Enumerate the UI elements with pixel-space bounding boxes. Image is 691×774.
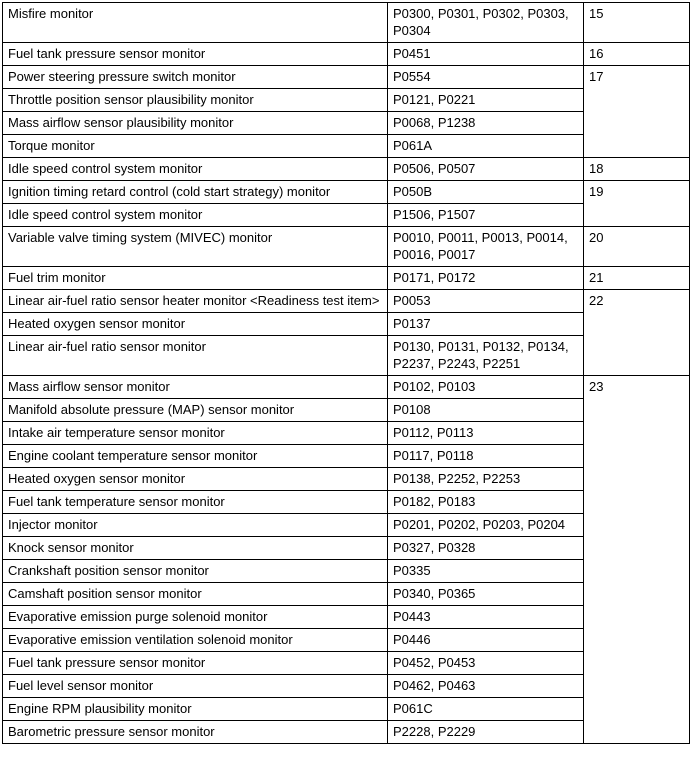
reference-cell: 15 <box>584 3 690 43</box>
dtc-codes-cell: P0335 <box>388 560 584 583</box>
monitor-cell: Evaporative emission ventilation solenoid monitor <box>3 629 388 652</box>
table-row <box>3 3 690 43</box>
monitor-cell: Mass airflow sensor plausibility monitor <box>3 112 388 135</box>
monitor-cell: Fuel tank pressure sensor monitor <box>3 652 388 675</box>
dtc-codes-cell: P1506, P1507 <box>388 204 584 227</box>
monitor-cell: Evaporative emission purge solenoid monitor <box>3 606 388 629</box>
reference-cell: 16 <box>584 43 690 66</box>
monitor-cell: Throttle position sensor plausibility monitor <box>3 89 388 112</box>
table-row <box>3 158 690 181</box>
dtc-codes-cell: P0121, P0221 <box>388 89 584 112</box>
monitor-cell: Power steering pressure switch monitor <box>3 66 388 89</box>
dtc-codes-cell: P0554 <box>388 66 584 89</box>
monitor-cell: Engine RPM plausibility monitor <box>3 698 388 721</box>
table-row <box>3 181 690 204</box>
monitor-table <box>2 2 690 744</box>
monitor-cell: Variable valve timing system (MIVEC) monitor <box>3 227 388 267</box>
table-row <box>3 376 690 399</box>
dtc-codes-cell: P2228, P2229 <box>388 721 584 744</box>
monitor-cell: Barometric pressure sensor monitor <box>3 721 388 744</box>
dtc-codes-cell: P0462, P0463 <box>388 675 584 698</box>
dtc-codes-cell: P0138, P2252, P2253 <box>388 468 584 491</box>
dtc-codes-cell: P0446 <box>388 629 584 652</box>
dtc-codes-cell: P0300, P0301, P0302, P0303, P0304 <box>388 3 584 43</box>
dtc-codes-cell: P0137 <box>388 313 584 336</box>
monitor-cell: Heated oxygen sensor monitor <box>3 313 388 336</box>
monitor-cell: Idle speed control system monitor <box>3 204 388 227</box>
table-row <box>3 290 690 313</box>
monitor-cell: Crankshaft position sensor monitor <box>3 560 388 583</box>
monitor-cell: Idle speed control system monitor <box>3 158 388 181</box>
table-row <box>3 66 690 89</box>
table-row <box>3 43 690 66</box>
dtc-codes-cell: P0010, P0011, P0013, P0014, P0016, P0017 <box>388 227 584 267</box>
reference-cell: 23 <box>584 376 690 744</box>
monitor-cell: Intake air temperature sensor monitor <box>3 422 388 445</box>
monitor-cell: Misfire monitor <box>3 3 388 43</box>
dtc-codes-cell: P0327, P0328 <box>388 537 584 560</box>
monitor-cell: Fuel tank pressure sensor monitor <box>3 43 388 66</box>
dtc-codes-cell: P0053 <box>388 290 584 313</box>
reference-cell: 17 <box>584 66 690 158</box>
table-body <box>3 3 690 744</box>
monitor-cell: Linear air-fuel ratio sensor monitor <box>3 336 388 376</box>
dtc-codes-cell: P0443 <box>388 606 584 629</box>
monitor-cell: Torque monitor <box>3 135 388 158</box>
monitor-cell: Fuel trim monitor <box>3 267 388 290</box>
monitor-cell: Manifold absolute pressure (MAP) sensor monitor <box>3 399 388 422</box>
dtc-codes-cell: P0117, P0118 <box>388 445 584 468</box>
dtc-codes-cell: P0171, P0172 <box>388 267 584 290</box>
table-row <box>3 267 690 290</box>
monitor-cell: Linear air-fuel ratio sensor heater monitor <Readiness test item> <box>3 290 388 313</box>
dtc-codes-cell: P0068, P1238 <box>388 112 584 135</box>
dtc-codes-cell: P0506, P0507 <box>388 158 584 181</box>
dtc-codes-cell: P061C <box>388 698 584 721</box>
dtc-codes-cell: P0108 <box>388 399 584 422</box>
dtc-codes-cell: P050B <box>388 181 584 204</box>
dtc-codes-cell: P061A <box>388 135 584 158</box>
dtc-codes-cell: P0340, P0365 <box>388 583 584 606</box>
monitor-cell: Fuel level sensor monitor <box>3 675 388 698</box>
monitor-cell: Fuel tank temperature sensor monitor <box>3 491 388 514</box>
reference-cell: 20 <box>584 227 690 267</box>
reference-cell: 19 <box>584 181 690 227</box>
monitor-cell: Injector monitor <box>3 514 388 537</box>
monitor-cell: Knock sensor monitor <box>3 537 388 560</box>
monitor-cell: Heated oxygen sensor monitor <box>3 468 388 491</box>
monitor-cell: Camshaft position sensor monitor <box>3 583 388 606</box>
dtc-codes-cell: P0102, P0103 <box>388 376 584 399</box>
table-row <box>3 227 690 267</box>
dtc-codes-cell: P0451 <box>388 43 584 66</box>
monitor-cell: Engine coolant temperature sensor monitor <box>3 445 388 468</box>
monitor-cell: Ignition timing retard control (cold start strategy) monitor <box>3 181 388 204</box>
reference-cell: 18 <box>584 158 690 181</box>
dtc-codes-cell: P0182, P0183 <box>388 491 584 514</box>
dtc-codes-cell: P0112, P0113 <box>388 422 584 445</box>
monitor-cell: Mass airflow sensor monitor <box>3 376 388 399</box>
reference-cell: 22 <box>584 290 690 376</box>
dtc-codes-cell: P0201, P0202, P0203, P0204 <box>388 514 584 537</box>
dtc-codes-cell: P0130, P0131, P0132, P0134, P2237, P2243, P2251 <box>388 336 584 376</box>
reference-cell: 21 <box>584 267 690 290</box>
dtc-codes-cell: P0452, P0453 <box>388 652 584 675</box>
